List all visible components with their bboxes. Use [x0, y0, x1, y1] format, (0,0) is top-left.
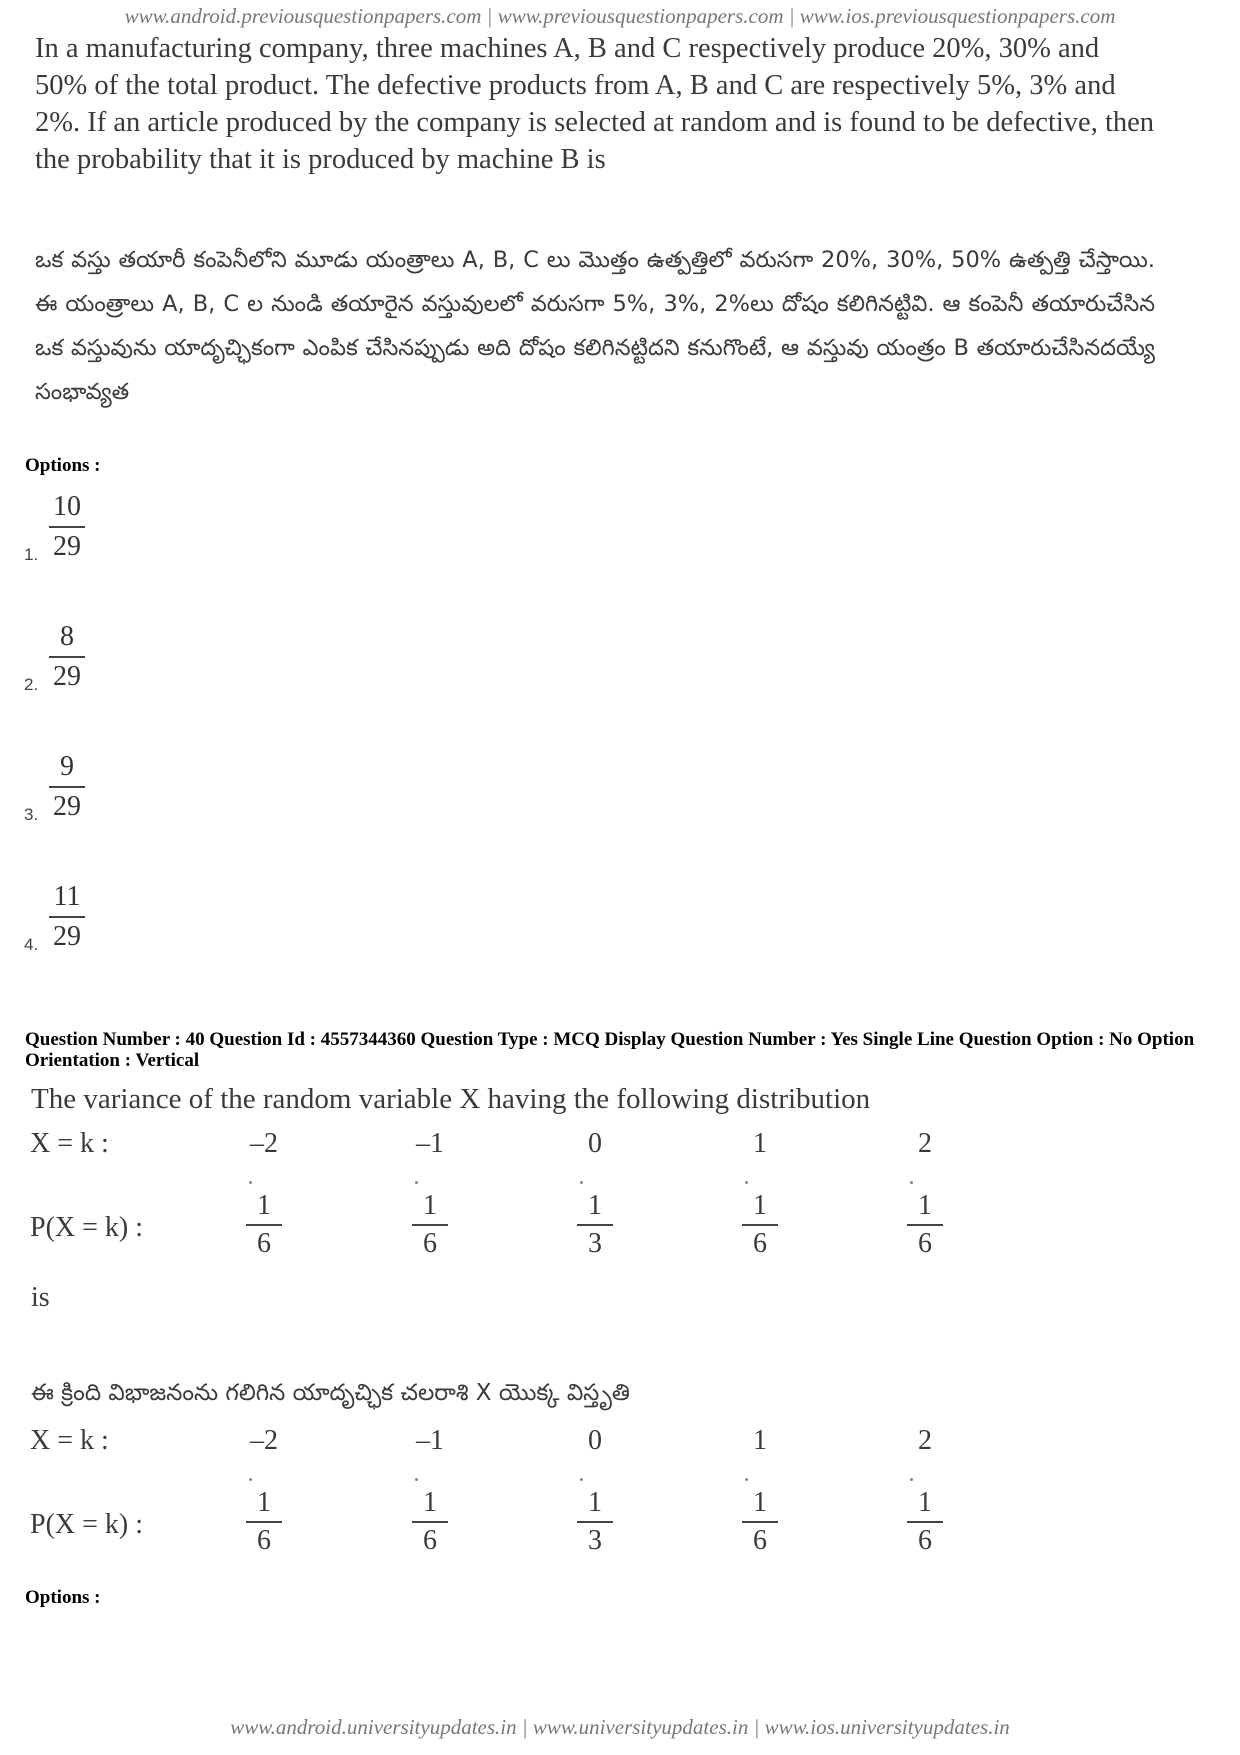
k-value: 1 [753, 1425, 767, 1456]
fraction-denominator: 6 [423, 1228, 437, 1259]
footer-watermark: www.android.universityupdates.in | www.universityupdates.in | www.ios.universityupdates.in [230, 1715, 1010, 1739]
fraction-denominator: 6 [423, 1525, 437, 1556]
options-label: Options : [25, 1587, 101, 1608]
separator-dot [580, 1181, 583, 1184]
separator-dot [415, 1181, 418, 1184]
separator-dot [910, 1181, 913, 1184]
separator-dot [249, 1181, 252, 1184]
option-fraction [49, 748, 85, 826]
option-number: 1. [24, 545, 39, 564]
k-value: 0 [588, 1128, 602, 1159]
question-40-stem-telugu: ఈ క్రింది విభాజనంను గలిగిన యాదృచ్ఛిక చలరాశి X యొక్క విస్తృతి [31, 1380, 630, 1406]
distribution-table-english [0, 1128, 1000, 1278]
separator-dot [415, 1478, 418, 1481]
fraction-numerator: 1 [753, 1487, 767, 1518]
fraction-denominator: 29 [53, 921, 81, 952]
fraction-denominator: 6 [257, 1228, 271, 1259]
distribution-table-telugu [0, 1425, 1000, 1575]
x-row-label: X = k : [30, 1425, 109, 1456]
k-value: –2 [250, 1425, 278, 1456]
option-number: 3. [24, 805, 39, 824]
fraction-numerator: 1 [588, 1487, 602, 1518]
fraction-numerator: 8 [60, 621, 74, 652]
fraction-numerator: 11 [53, 881, 81, 912]
fraction-denominator: 3 [588, 1525, 602, 1556]
p-row-label: P(X = k) : [30, 1212, 144, 1243]
option-1[interactable] [22, 488, 222, 578]
question-39-text-english: In a manufacturing company, three machines A, B and C respectively produce 20%, 30% and 50% of the total product. The defective products from A, B and C are respectively 5%, 3% and 2%. If an article produced by the company is selected at random and is found to be defective, then the probability that it is produced by machine B is [35, 33, 1155, 175]
probability-fraction [577, 1188, 613, 1262]
k-value: 2 [918, 1425, 932, 1456]
probability-fraction [907, 1485, 943, 1559]
fraction-numerator: 1 [918, 1190, 932, 1221]
separator-dot [745, 1478, 748, 1481]
fraction-numerator: 1 [588, 1190, 602, 1221]
separator-dot [580, 1478, 583, 1481]
option-fraction [49, 878, 85, 956]
option-4[interactable] [22, 878, 222, 968]
question-40-stem-english: The variance of the random variable X having the following distribution [31, 1083, 871, 1115]
fraction-denominator: 29 [53, 661, 81, 692]
fraction-denominator: 6 [918, 1525, 932, 1556]
probability-fraction [907, 1188, 943, 1262]
k-value: –1 [416, 1128, 444, 1159]
k-value: –1 [416, 1425, 444, 1456]
probability-fraction [412, 1188, 448, 1262]
separator-dot [249, 1478, 252, 1481]
fraction-numerator: 10 [53, 491, 81, 522]
probability-fraction [742, 1188, 778, 1262]
separator-dot [910, 1478, 913, 1481]
question-39-text-telugu: ఒక వస్తు తయారీ కంపెనీలోని మూడు యంత్రాలు A, B, C లు మొత్తం ఉత్పత్తిలో వరుసగా 20%, 30%, 50% ఉత్పత్తి చేస్తాయి. ఈ యంత్రాలు A, B, C ల నుండి తయారైన వస్తువులలో వరుసగా 5%, 3%, 2%లు దోషం కలిగినట్టివి. ఆ కంపెనీ తయారుచేసిన ఒక వస్తువును యాదృచ్ఛికంగా ఎంపిక చేసినప్పుడు అది దోషం కలిగినట్టిదని కనుగొంటే, ఆ వస్తువు యంత్రం B తయారుచేసినదయ్యే సంభావ్యత [35, 247, 1155, 405]
probability-fraction [246, 1188, 282, 1262]
fraction-denominator: 6 [257, 1525, 271, 1556]
fraction-numerator: 1 [423, 1190, 437, 1221]
option-2[interactable] [22, 618, 222, 708]
k-value: 2 [918, 1128, 932, 1159]
question-40-suffix: is [31, 1282, 50, 1313]
fraction-denominator: 29 [53, 531, 81, 562]
fraction-denominator: 6 [753, 1228, 767, 1259]
fraction-numerator: 9 [60, 751, 74, 782]
header-watermark: www.android.previousquestionpapers.com | www.previousquestionpapers.com | www.ios.previousquestionpapers.com [124, 4, 1116, 28]
p-row-label: P(X = k) : [30, 1509, 144, 1540]
fraction-numerator: 1 [753, 1190, 767, 1221]
fraction-denominator: 6 [753, 1525, 767, 1556]
option-fraction [49, 488, 85, 566]
probability-fraction [742, 1485, 778, 1559]
fraction-denominator: 6 [918, 1228, 932, 1259]
fraction-numerator: 1 [257, 1487, 271, 1518]
fraction-numerator: 1 [257, 1190, 271, 1221]
k-value: –2 [250, 1128, 278, 1159]
x-row-label: X = k : [30, 1128, 109, 1159]
k-value: 0 [588, 1425, 602, 1456]
probability-fraction [246, 1485, 282, 1559]
separator-dot [745, 1181, 748, 1184]
fraction-numerator: 1 [918, 1487, 932, 1518]
fraction-numerator: 1 [423, 1487, 437, 1518]
question-40-metadata: Question Number : 40 Question Id : 4557344360 Question Type : MCQ Display Question Number : Yes Single Line Question Option : No Option Orientation : Vertical [25, 1029, 1195, 1071]
k-value: 1 [753, 1128, 767, 1159]
probability-fraction [412, 1485, 448, 1559]
option-fraction [49, 618, 85, 696]
option-number: 2. [24, 675, 39, 694]
option-number: 4. [24, 935, 39, 954]
options-label: Options : [25, 455, 101, 476]
fraction-denominator: 29 [53, 791, 81, 822]
probability-fraction [577, 1485, 613, 1559]
fraction-denominator: 3 [588, 1228, 602, 1259]
option-3[interactable] [22, 748, 222, 838]
